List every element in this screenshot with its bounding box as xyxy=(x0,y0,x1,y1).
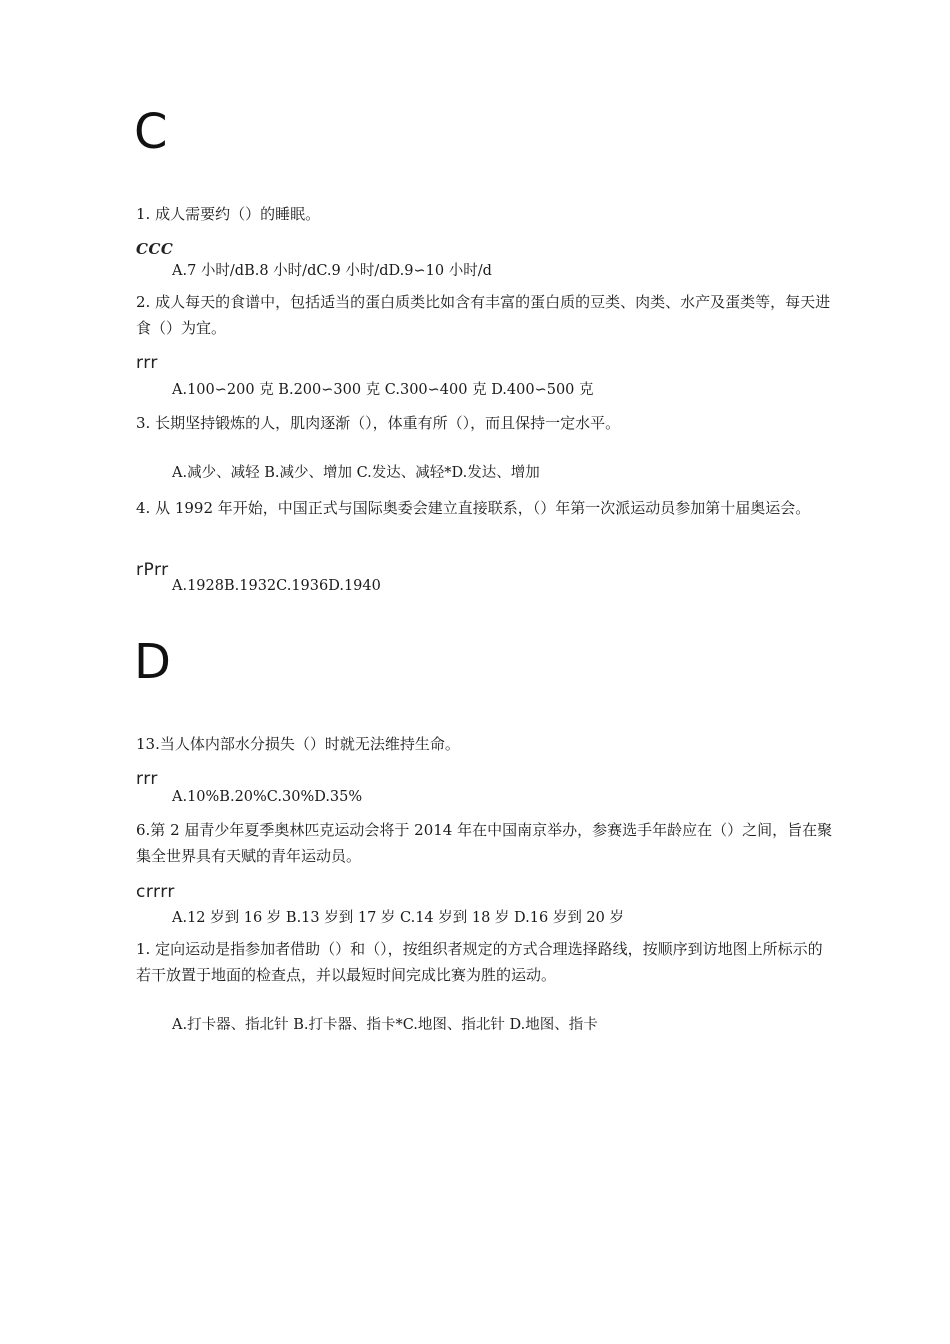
section-letter-d: D xyxy=(134,634,171,690)
question-3-options: A.减少、减轻 B.减少、增加 C.发达、减轻*D.发达、增加 xyxy=(172,465,540,481)
question-4-text: 4. 从 1992 年开始，中国正式与国际奥委会建立直接联系，（）年第一次派运动员参加第十届奥运会。 xyxy=(136,499,811,517)
question-13-text: 13.当人体内部水分损失（）时就无法维持生命。 xyxy=(136,735,460,753)
question-13-options: A.10%B.20%C.30%D.35% xyxy=(172,789,363,805)
question-1-text: 1. 成人需要约（）的睡眠。 xyxy=(136,205,321,223)
question-6-text: 6.第 2 届青少年夏季奥林匹克运动会将于 2014 年在中国南京举办，参赛选手年龄应在（）之间，旨在聚集全世界具有天赋的青年运动员。 xyxy=(136,821,833,865)
question-4-answer-mark: rPrr xyxy=(136,560,169,580)
question-2-answer-mark: rrr xyxy=(136,353,158,373)
question-orienteering-text: 1. 定向运动是指参加者借助（）和（），按组织者规定的方式合理选择路线，按顺序到访地图上所标示的若干放置于地面的检查点，并以最短时间完成比赛为胜的运动。 xyxy=(136,940,823,984)
question-2-text: 2. 成人每天的食谱中，包括适当的蛋白质类比如含有丰富的蛋白质的豆类、肉类、水产及蛋类等，每天进食（）为宜。 xyxy=(136,293,831,337)
question-1-options: A.7 小时/dB.8 小时/dC.9 小时/dD.9∽10 小时/d xyxy=(172,263,492,279)
question-orienteering-options: A.打卡器、指北针 B.打卡器、指卡*C.地图、指北针 D.地图、指卡 xyxy=(172,1017,598,1033)
question-6-answer-mark: crrrr xyxy=(136,882,175,902)
question-2-options: A.100∽200 克 B.200∽300 克 C.300∽400 克 D.400∽500 克 xyxy=(172,382,594,398)
question-6-options: A.12 岁到 16 岁 B.13 岁到 17 岁 C.14 岁到 18 岁 D.16 岁到 20 岁 xyxy=(172,910,624,926)
question-3-text: 3. 长期坚持锻炼的人，肌肉逐渐（），体重有所（），而且保持一定水平。 xyxy=(136,414,621,432)
section-letter-c: C xyxy=(134,104,168,160)
question-4-options: A.1928B.1932C.1936D.1940 xyxy=(172,578,381,594)
question-1-answer-mark: CCC xyxy=(136,240,174,258)
question-13-answer-mark: rrr xyxy=(136,769,158,789)
